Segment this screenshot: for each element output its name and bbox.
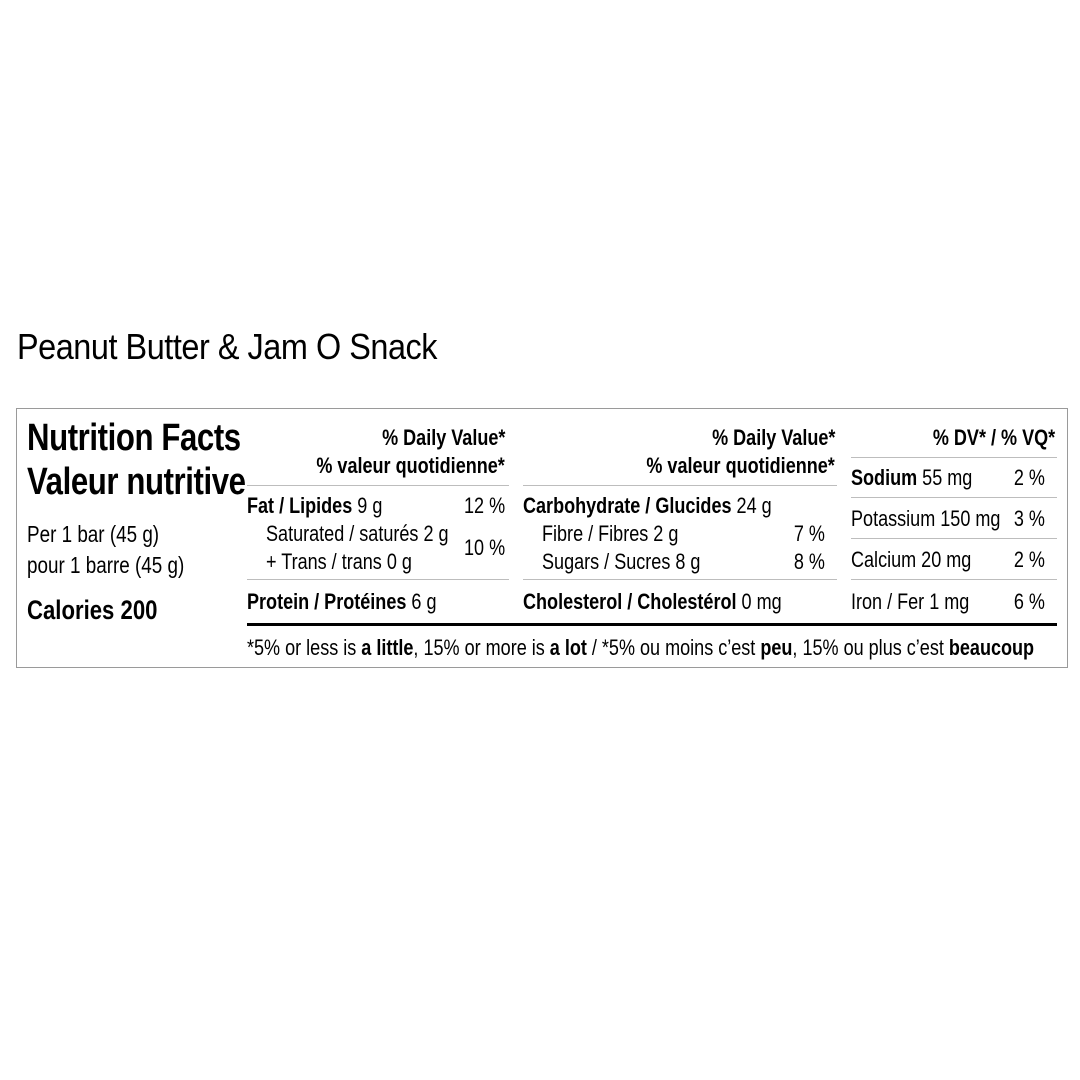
saturated-trans-dv: 10 %	[463, 535, 505, 560]
calories-value: 200	[120, 595, 158, 625]
divider	[851, 457, 1057, 458]
fat-row: Fat / Lipides 9 g	[247, 493, 383, 518]
product-title: Peanut Butter & Jam O Snack	[17, 326, 438, 367]
potassium-row: Potassium 150 mg	[851, 506, 1001, 531]
sodium-dv: 2 %	[1013, 465, 1045, 490]
footnote: *5% or less is a little, 15% or more is a lot / *5% ou moins c’est peu, 15% ou plus c’est beaucoup	[247, 635, 1035, 660]
dv-header-short: % DV* / % VQ*	[932, 425, 1055, 450]
heading-fr: Valeur nutritive	[27, 461, 246, 503]
potassium-dv: 3 %	[1013, 506, 1045, 531]
serving-size-fr: pour 1 barre (45 g)	[27, 552, 185, 578]
calcium-dv: 2 %	[1013, 547, 1045, 572]
dv-header-en-1: % Daily Value*	[381, 425, 505, 450]
sodium-row: Sodium 55 mg	[851, 465, 973, 490]
dv-header-en-2: % Daily Value*	[711, 425, 835, 450]
carbohydrate-row: Carbohydrate / Glucides 24 g	[523, 493, 772, 518]
divider	[851, 497, 1057, 498]
dv-header-fr-2: % valeur quotidienne*	[646, 453, 835, 478]
calcium-row: Calcium 20 mg	[851, 547, 972, 572]
fibre-row: Fibre / Fibres 2 g	[542, 521, 679, 546]
divider	[851, 579, 1057, 580]
trans-row: + Trans / trans 0 g	[266, 549, 412, 574]
nutrition-facts-table	[16, 408, 1068, 668]
divider	[247, 485, 509, 486]
cholesterol-row: Cholesterol / Cholestérol 0 mg	[523, 589, 782, 614]
protein-row: Protein / Protéines 6 g	[247, 589, 437, 614]
sugars-row: Sugars / Sucres 8 g	[542, 549, 701, 574]
iron-row: Iron / Fer 1 mg	[851, 589, 970, 614]
serving-size-en: Per 1 bar (45 g)	[27, 521, 160, 547]
saturated-row: Saturated / saturés 2 g	[266, 521, 449, 546]
divider	[851, 538, 1057, 539]
divider	[247, 579, 509, 580]
iron-dv: 6 %	[1013, 589, 1045, 614]
fibre-dv: 7 %	[793, 521, 825, 546]
footnote-divider	[247, 623, 1057, 626]
fat-dv: 12 %	[463, 493, 505, 518]
heading-en: Nutrition Facts	[27, 417, 241, 459]
dv-header-fr-1: % valeur quotidienne*	[316, 453, 505, 478]
calories-label: Calories	[27, 595, 115, 625]
divider	[523, 485, 837, 486]
calories	[27, 595, 186, 626]
sugars-dv: 8 %	[793, 549, 825, 574]
divider	[523, 579, 837, 580]
